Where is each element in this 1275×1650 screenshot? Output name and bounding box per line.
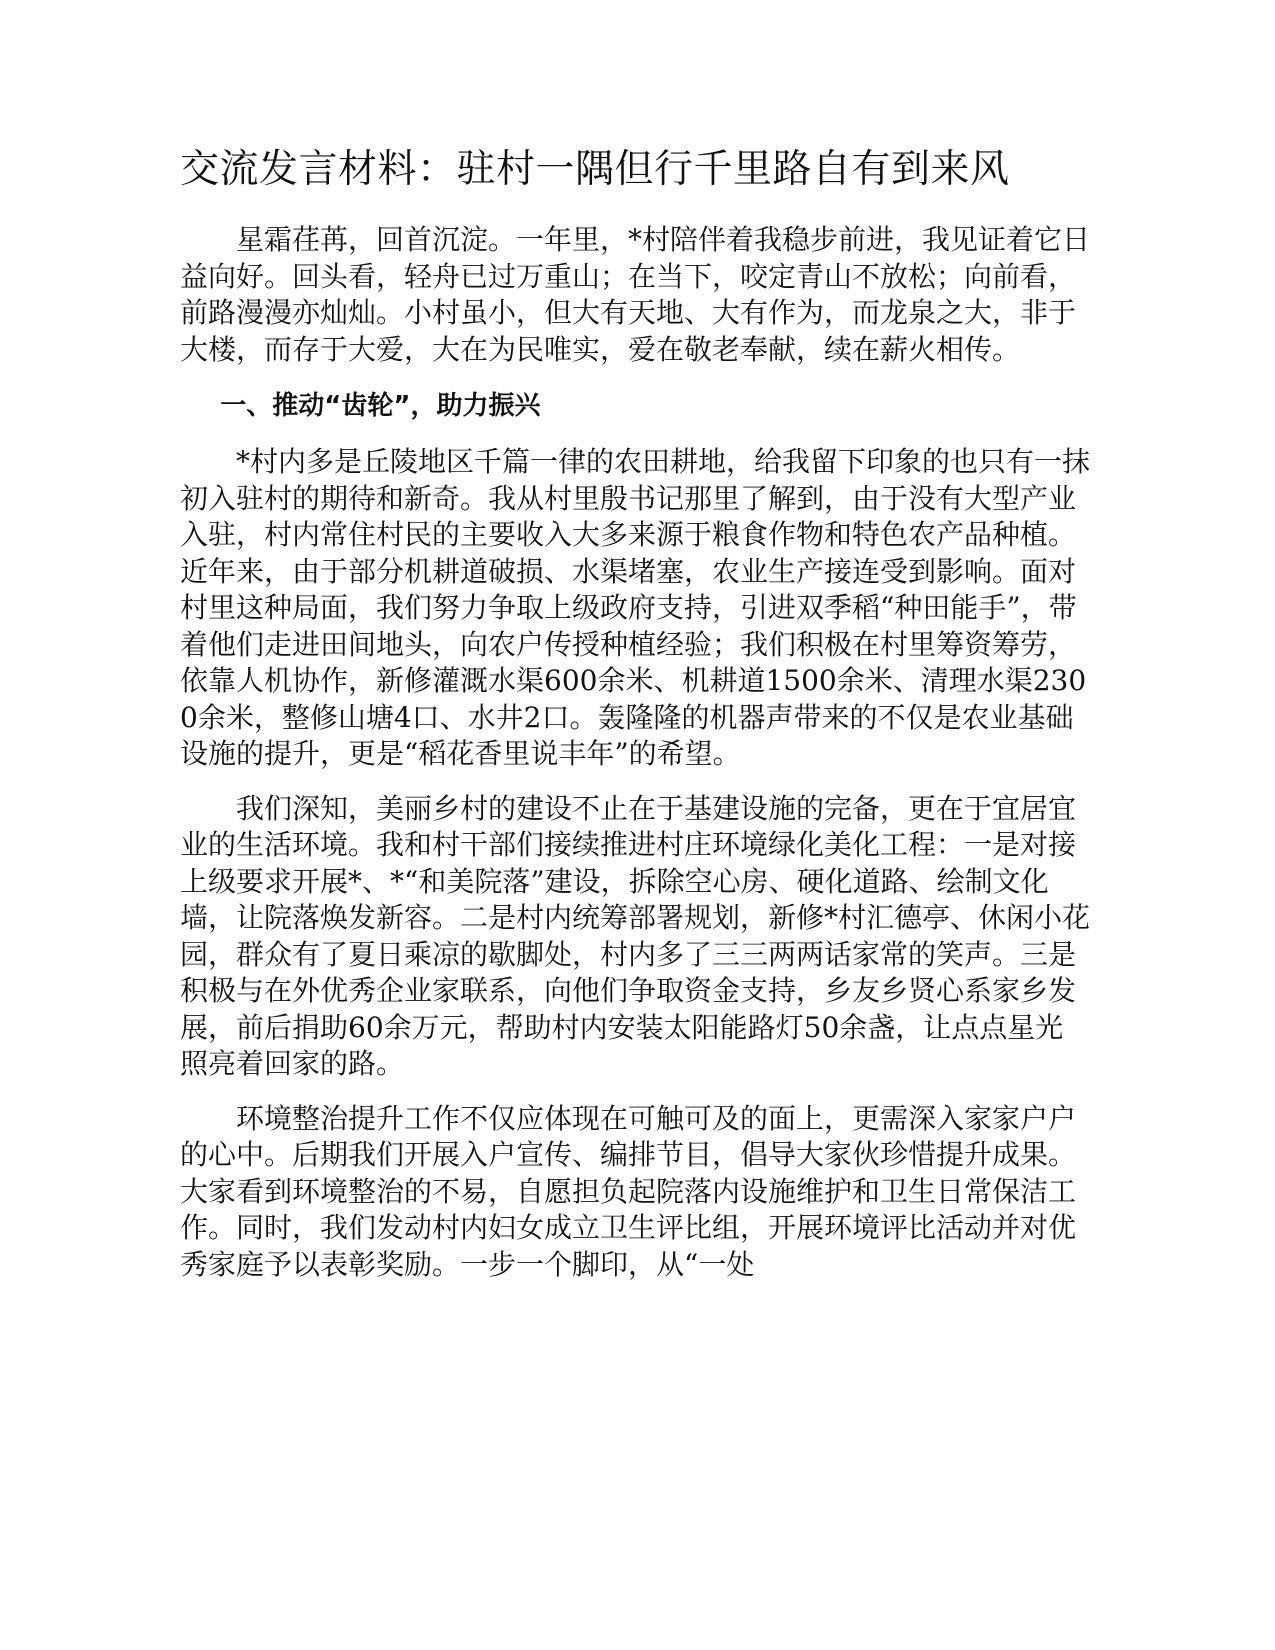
intro-paragraph: 星霜荏苒，回首沉淀。一年里，*村陪伴着我稳步前进，我见证着它日益向好。回头看，轻舟已过万重山；在当下，咬定青山不放松；向前看，前路漫漫亦灿灿。小村虽小，但大有天地、大有作为，而龙泉之大，非于大楼，而存于大爱，大在为民唯实，爱在敬老奉献，续在薪火相传。: [180, 223, 1091, 366]
document-page: [180, 140, 1090, 1301]
body-paragraph-2: 我们深知，美丽乡村的建设不止在于基建设施的完备，更在于宜居宜业的生活环境。我和村干部们接续推进村庄环境绿化美化工程：一是对接上级要求开展*、*“和美院落”建设，拆除空心房、硬化道路、绘制文化墙，让院落焕发新容。二是村内统筹部署规划，新修*村汇德亭、休闲小花园，群众有了夏日乘凉的歇脚处，村内多了三三两两话家常的笑声。三是积极与在外优秀企业家联系，向他们争取资金支持，乡友乡贤心系家乡发展，前后捐助60余万元，帮助村内安装太阳能路灯50余盏，让点点星光照亮着回家的路。: [180, 791, 1091, 1080]
body-paragraph-1: *村内多是丘陵地区千篇一律的农田耕地，给我留下印象的也只有一抹初入驻村的期待和新奇。我从村里殷书记那里了解到，由于没有大型产业入驻，村内常住村民的主要收入大多来源于粮食作物和特色农产品种植。近年来，由于部分机耕道破损、水渠堵塞，农业生产接连受到影响。面对村里这种局面，我们努力争取上级政府支持，引进双季稻“种田能手”，带着他们走进田间地头，向农户传授种植经验；我们积极在村里筹资筹劳，依靠人机协作，新修灌溉水渠600余米、机耕道1500余米、清理水渠2300余米，整修山塘4口、水井2口。轰隆隆的机器声带来的不仅是农业基础设施的提升，更是“稻花香里说丰年”的希望。: [180, 445, 1091, 770]
document-title: 交流发言材料：驻村一隅但行千里路自有到来风: [180, 147, 1010, 192]
section-heading: 一、推动“齿轮”，助力振兴: [220, 391, 541, 421]
body-paragraph-3: 环境整治提升工作不仅应体现在可触可及的面上，更需深入家家户户的心中。后期我们开展入户宣传、编排节目，倡导大家伙珍惜提升成果。大家看到环境整治的不易，自愿担负起院落内设施维护和卫生日常保洁工作。同时，我们发动村内妇女成立卫生评比组，开展环境评比活动并对优秀家庭予以表彰奖励。一步一个脚印，从“一处: [180, 1101, 1077, 1281]
